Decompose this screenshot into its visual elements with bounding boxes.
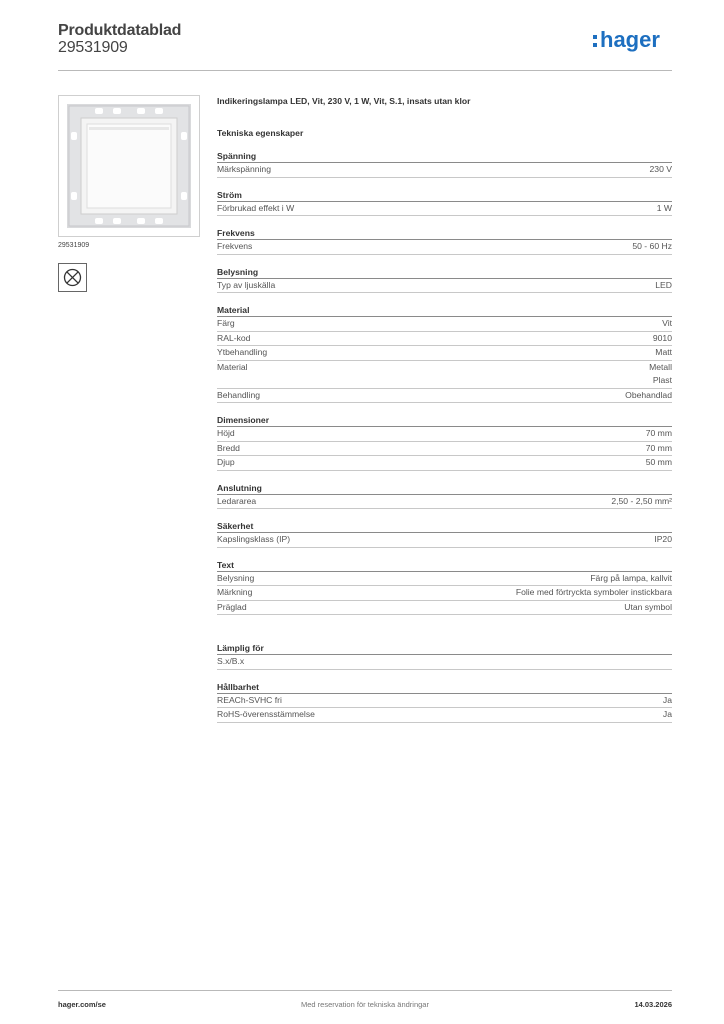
product-image-column: [58, 95, 200, 292]
spec-group-title: Material: [217, 293, 672, 317]
spec-row: [217, 317, 672, 332]
spec-group-title: Säkerhet: [217, 509, 672, 533]
spec-row: [217, 346, 672, 361]
spec-value: Matt: [655, 347, 672, 357]
spec-group-title: Hållbarhet: [217, 670, 672, 694]
spec-label: Präglad: [217, 601, 247, 612]
spec-value: IP20: [654, 534, 672, 544]
spec-value: Vit: [662, 318, 672, 328]
spec-label: Djup: [217, 457, 235, 467]
spec-value: Färg på lampa, kallvit: [590, 572, 672, 583]
spec-column: [217, 95, 672, 723]
document-title: Produktdatablad: [58, 22, 182, 39]
spec-label: RoHS-överensstämmelse: [217, 709, 315, 719]
spec-row: [217, 495, 672, 510]
spec-group-title: Belysning: [217, 255, 672, 279]
spec-value: Metall Plast: [649, 361, 672, 385]
image-caption: 29531909: [58, 242, 90, 249]
spec-label: Märkspänning: [217, 164, 271, 174]
spec-value: 9010: [652, 332, 672, 343]
spec-value: 50 mm: [645, 457, 672, 467]
spec-row: [217, 163, 672, 178]
spec-label: Höjd: [217, 428, 235, 438]
spec-label: Färg: [217, 318, 235, 328]
spec-row: [217, 572, 672, 587]
spec-row: [217, 361, 672, 389]
spec-value: Ja: [662, 694, 672, 705]
spec-row: [217, 694, 672, 709]
spec-row: [217, 442, 672, 457]
spec-value: 70 mm: [645, 442, 672, 453]
spec-row: [217, 332, 672, 347]
spec-value: 50 - 60 Hz: [632, 241, 672, 251]
group-spacer: [217, 615, 672, 631]
spec-row: [217, 456, 672, 471]
spec-value: 1 W: [656, 202, 672, 213]
spec-value: Folie med förtryckta symboler instickbara: [515, 587, 672, 597]
spec-label: Typ av ljuskälla: [217, 279, 276, 290]
spec-label: Märkning: [217, 587, 253, 597]
spec-label: Material: [217, 361, 248, 372]
spec-label: REACh-SVHC fri: [217, 694, 282, 705]
spec-row: [217, 202, 672, 217]
footer-disclaimer: Med reservation för tekniska ändringar: [301, 1000, 429, 1009]
spec-row: [217, 427, 672, 442]
spec-group-title: Frekvens: [217, 216, 672, 240]
spec-group-title: Dimensioner: [217, 403, 672, 427]
spec-row: [217, 708, 672, 723]
spec-value: Utan symbol: [624, 601, 672, 612]
spec-label: Belysning: [217, 572, 255, 583]
spec-value: 70 mm: [645, 428, 672, 438]
spec-label: Kapslingsklass (IP): [217, 534, 291, 544]
spec-row: [217, 279, 672, 294]
spec-value: LED: [655, 279, 672, 290]
spec-row: [217, 389, 672, 404]
page-footer: [58, 990, 672, 1015]
spec-group-title: Lämplig för: [217, 631, 672, 655]
spec-label: Behandling: [217, 389, 261, 400]
spec-value: 2,50 - 2,50 mm²: [611, 495, 672, 506]
spec-value: 230 V: [649, 164, 672, 174]
spec-groups: [217, 139, 672, 723]
spec-row: [217, 240, 672, 255]
product-description: Indikeringslampa LED, Vit, 230 V, 1 W, Vit, S.1, insats utan klor: [217, 96, 471, 106]
spec-row: [217, 655, 672, 670]
footer-date: 14.03.2026: [634, 1000, 672, 1009]
footer-website: hager.com/se: [58, 1000, 106, 1009]
spec-row: [217, 533, 672, 548]
hager-logo: [592, 26, 672, 56]
spec-group-title: Ström: [217, 178, 672, 202]
spec-label: Ytbehandling: [217, 347, 268, 357]
spec-label: Frekvens: [217, 241, 253, 251]
spec-label: S.x/B.x: [217, 656, 245, 666]
page-header: [58, 20, 672, 71]
spec-label: Förbrukad effekt i W: [217, 202, 295, 213]
spec-row: [217, 601, 672, 616]
brand-name: hager: [600, 27, 660, 52]
spec-group-title: Anslutning: [217, 471, 672, 495]
spec-value: Obehandlad: [625, 389, 672, 400]
document-number: 29531909: [58, 39, 128, 56]
product-image: [58, 95, 200, 237]
lamp-symbol-icon: [58, 263, 87, 292]
spec-row: [217, 586, 672, 601]
section-title: Tekniska egenskaper: [217, 128, 304, 138]
spec-group-title: Text: [217, 548, 672, 572]
spec-group-title: Spänning: [217, 139, 672, 163]
spec-value: Ja: [662, 709, 672, 719]
spec-label: RAL-kod: [217, 332, 251, 343]
spec-label: Bredd: [217, 442, 240, 453]
spec-label: Ledararea: [217, 495, 257, 506]
